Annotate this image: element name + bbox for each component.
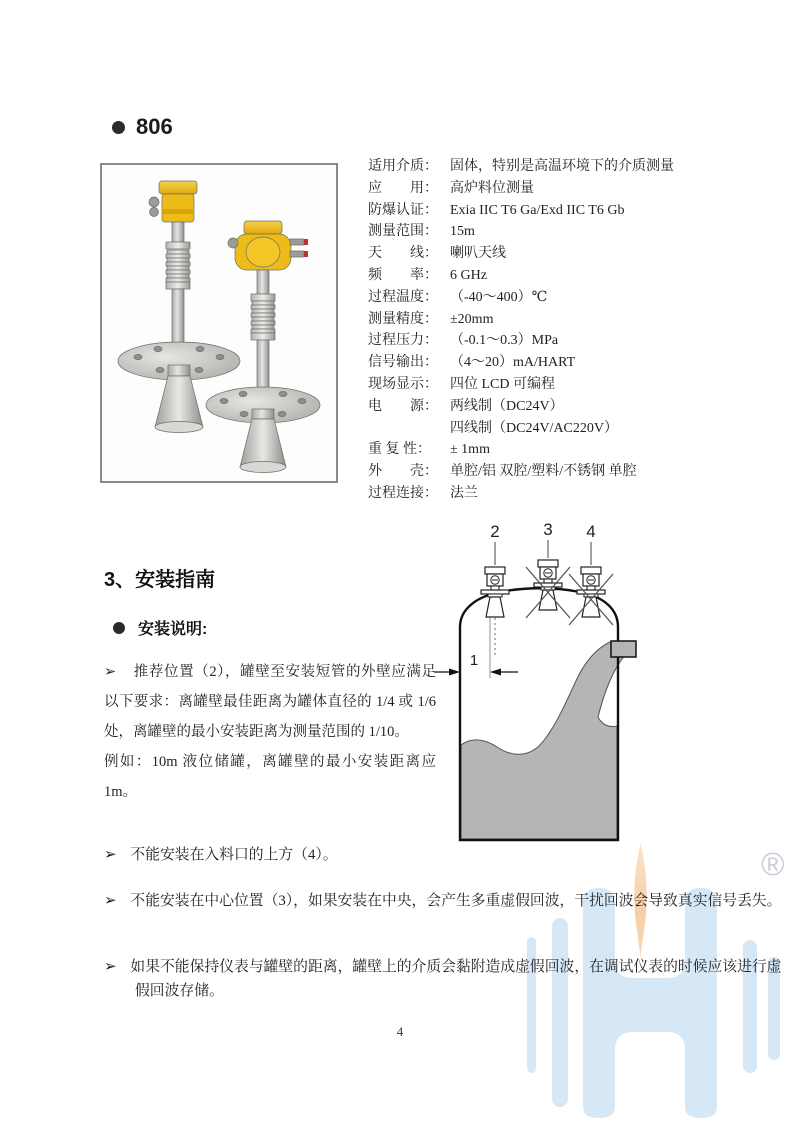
- spec-row: [368, 439, 698, 461]
- logo-bar: [552, 918, 568, 1107]
- bullet-text: 不能安装在入料口的上方（4）。: [130, 847, 338, 863]
- install-bullet-3: [104, 889, 783, 913]
- install-notes-heading: [113, 616, 207, 639]
- spec-value: 四线制（DC24V/AC220V）: [450, 420, 619, 436]
- install-bullet-1: [104, 657, 436, 807]
- spec-value: ±20mm: [450, 311, 494, 327]
- page-number: 4: [396, 1024, 404, 1039]
- spec-list: [368, 156, 698, 505]
- spec-row: [368, 287, 698, 309]
- spec-label: 防爆认证：: [368, 202, 438, 218]
- diagram-label-4: 4: [586, 522, 596, 541]
- spec-value: 高炉料位测量: [450, 180, 534, 196]
- spec-label: 重 复 性：: [368, 442, 431, 458]
- spec-value: 单腔/铝 双腔/塑料/不锈钢 单腔: [450, 464, 637, 480]
- spec-row: [368, 309, 698, 331]
- spec-label: 过程连接：: [368, 485, 438, 501]
- bullet-text: 如果不能保持仪表与罐壁的距离，罐壁上的介质会黏附造成虚假回波，在调试仪表的时候应该进行虚假回波存储。: [130, 959, 782, 999]
- arrow-bullet-icon: ➢: [104, 959, 117, 975]
- spec-value: ± 1mm: [450, 442, 490, 458]
- sensor-position-2: [481, 567, 509, 617]
- bullet-dot-icon: [113, 622, 125, 634]
- model-heading-label: 806: [136, 114, 173, 139]
- spec-label: 频 率：: [368, 267, 438, 283]
- spec-label: 天 线：: [368, 246, 438, 262]
- spec-row: [368, 156, 698, 178]
- registered-trademark-symbol: ®: [761, 846, 785, 882]
- spec-row: [368, 352, 698, 374]
- spec-value: 喇叭天线: [450, 246, 506, 262]
- model-heading: [112, 114, 173, 140]
- spec-label: 信号输出：: [368, 355, 438, 371]
- arrow-bullet-icon: ➢: [104, 847, 117, 863]
- diagram-label-3: 3: [543, 520, 553, 539]
- spec-label: 适用介质：: [368, 159, 438, 174]
- product-photo: [100, 163, 338, 483]
- section-heading: 3、安装指南: [104, 569, 216, 591]
- bullet-example-text: 例如：10m 液位储罐，离罐壁的最小安装距离应 1m。: [104, 754, 436, 800]
- spec-row: [368, 178, 698, 200]
- install-bullet-4: [104, 955, 783, 1003]
- spec-label: 电 源：: [368, 398, 438, 414]
- spec-label: 应 用：: [368, 180, 438, 196]
- spec-row: [368, 221, 698, 243]
- spec-value: 四位 LCD 可编程: [450, 376, 555, 392]
- diagram-label-1: 1: [469, 652, 479, 669]
- spec-label: 现场显示：: [368, 376, 438, 392]
- spec-value: 15m: [450, 224, 475, 240]
- spec-row: [368, 330, 698, 352]
- bullet-text: 不能安装在中心位置（3），如果安装在中央，会产生多重虚假回波，干扰回波会导致真实信号丢失。: [130, 893, 782, 909]
- spec-row: [368, 461, 698, 483]
- radar-level-meter-photo: [102, 165, 336, 481]
- spec-value: 固体，特别是高温环境下的介质测量: [450, 159, 674, 174]
- spec-value: 6 GHz: [450, 267, 487, 283]
- diagram-label-2: 2: [490, 522, 500, 541]
- spec-row: [368, 265, 698, 287]
- installation-diagram: [430, 515, 700, 865]
- spec-row: [368, 396, 698, 418]
- arrow-bullet-icon: ➢: [104, 893, 117, 909]
- spec-label: 测量精度：: [368, 311, 438, 327]
- inlet-pipe: [611, 641, 636, 657]
- spec-value: 法兰: [450, 485, 478, 501]
- bullet-text: 推荐位置（2），罐壁至安装短管的外壁应满足以下要求：离罐壁最佳距离为罐体直径的 1/4 或 1/6 处，离罐壁的最小安装距离为测量范围的 1/10。: [104, 664, 436, 740]
- spec-value: Exia IIC T6 Ga/Exd IIC T6 Gb: [450, 202, 625, 218]
- spec-label: 过程压力：: [368, 333, 438, 349]
- radar-sensor-right: [206, 221, 320, 473]
- logo-h-shape: [583, 888, 717, 1118]
- install-notes-label: 安装说明:: [138, 621, 208, 638]
- spec-row: [368, 418, 698, 440]
- spec-row: [368, 374, 698, 396]
- bullet-dot-icon: [112, 121, 125, 134]
- spec-row: [368, 200, 698, 222]
- arrowhead-right-icon: [449, 669, 460, 676]
- spec-row: [368, 243, 698, 265]
- spec-value: 两线制（DC24V）: [450, 398, 564, 414]
- spec-label: 测量范围：: [368, 224, 438, 240]
- install-bullet-2: [104, 843, 783, 867]
- sensor-position-3: [534, 560, 562, 610]
- arrowhead-left-icon: [490, 669, 501, 676]
- spec-label: 过程温度：: [368, 289, 438, 305]
- sensor-position-4: [577, 567, 605, 617]
- spec-label: 外 壳：: [368, 464, 438, 480]
- spec-value: （-0.1～0.3）MPa: [450, 333, 559, 349]
- material-fill: [461, 642, 625, 839]
- spec-value: （4～20）mA/HART: [450, 355, 576, 371]
- arrow-bullet-icon: ➢: [104, 664, 117, 680]
- spec-row: [368, 483, 698, 505]
- spec-value: （-40～400）℃: [450, 289, 548, 305]
